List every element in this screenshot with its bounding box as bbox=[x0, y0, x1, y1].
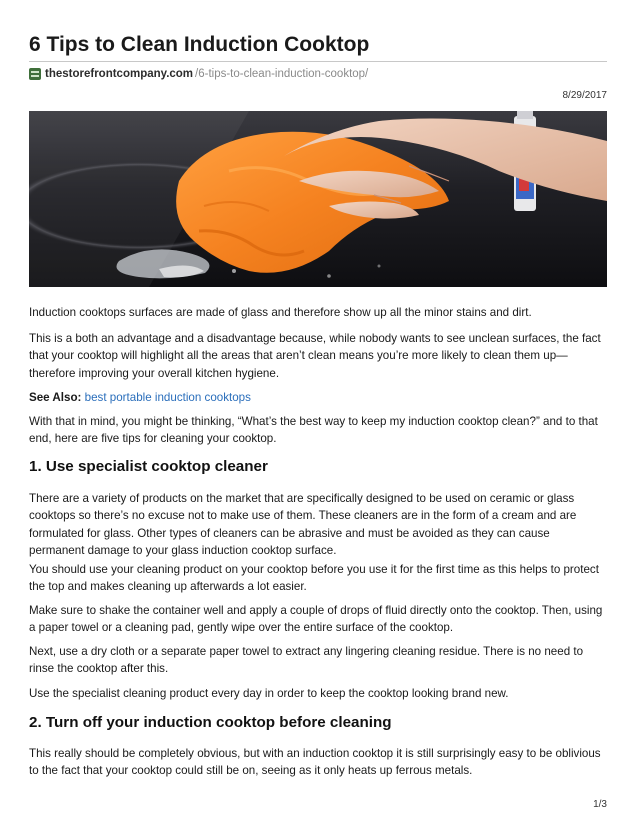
publish-date: 8/29/2017 bbox=[562, 90, 607, 101]
see-also-line bbox=[29, 389, 607, 406]
page-title: 6 Tips to Clean Induction Cooktop bbox=[29, 33, 370, 56]
source-path[interactable]: /6-tips-to-clean-induction-cooktop/ bbox=[195, 68, 369, 80]
section-1-paragraph-3: Make sure to shake the container well and apply a couple of drops of fluid directly onto the cooktop. Then, using a paper towel or a cleaning pad, gently wipe over the entire surface of the cooktop. bbox=[29, 604, 603, 635]
see-also-link[interactable]: best portable induction cooktops bbox=[84, 391, 251, 404]
section-1-paragraph-2: You should use your cleaning product on your cooktop before you use it for the first time as this helps to protect the top and makes cleaning up afterwards a lot easier. bbox=[29, 563, 599, 594]
section-1-paragraph-1: There are a variety of products on the market that are specifically designed to be used on ceramic or glass cooktops so there’s no excuse not to make use of them. These cleaners are in the form of a cream and are formulated for glass. Other types of cleaners can be abrasive and must be avoided as they can cause permanent damage to your glass induction cooktop surface. bbox=[29, 492, 577, 558]
source-domain[interactable]: thestorefrontcompany.com bbox=[45, 68, 194, 80]
section-2-paragraph-1: This really should be completely obvious, but with an induction cooktop it is still surprisingly easy to be oblivious to the fact that your cooktop could still be on, seeing as it only heats up ferrous metals. bbox=[29, 747, 601, 778]
storefront-icon bbox=[29, 68, 41, 80]
hero-image bbox=[29, 111, 607, 287]
see-also-label: See Also: bbox=[29, 391, 82, 404]
section-1-heading: 1. Use specialist cooktop cleaner bbox=[29, 458, 268, 475]
source-line bbox=[29, 67, 368, 81]
intro-paragraph-3: With that in mind, you might be thinking, “What’s the best way to keep my induction cooktop clean?” and to that end, here are five tips for cleaning your cooktop. bbox=[29, 415, 598, 446]
title-divider bbox=[29, 61, 607, 62]
intro-paragraph-1: Induction cooktops surfaces are made of glass and therefore show up all the minor stains and dirt. bbox=[29, 306, 532, 319]
section-1-paragraph-5: Use the specialist cleaning product every day in order to keep the cooktop looking brand new. bbox=[29, 687, 509, 700]
section-2-heading: 2. Turn off your induction cooktop before cleaning bbox=[29, 714, 392, 731]
page-number: 1/3 bbox=[593, 799, 607, 810]
cleaning-cooktop-photo bbox=[29, 111, 607, 287]
section-1-paragraph-4: Next, use a dry cloth or a separate paper towel to extract any lingering cleaning residue. There is no need to rinse the cooktop after this. bbox=[29, 645, 584, 676]
intro-paragraph-2: This is a both an advantage and a disadvantage because, while nobody wants to see unclean surfaces, the fact that your cooktop will highlight all the areas that aren’t clean means you’re more likely to clean them up—therefore improving your overall kitchen hygiene. bbox=[29, 332, 601, 380]
